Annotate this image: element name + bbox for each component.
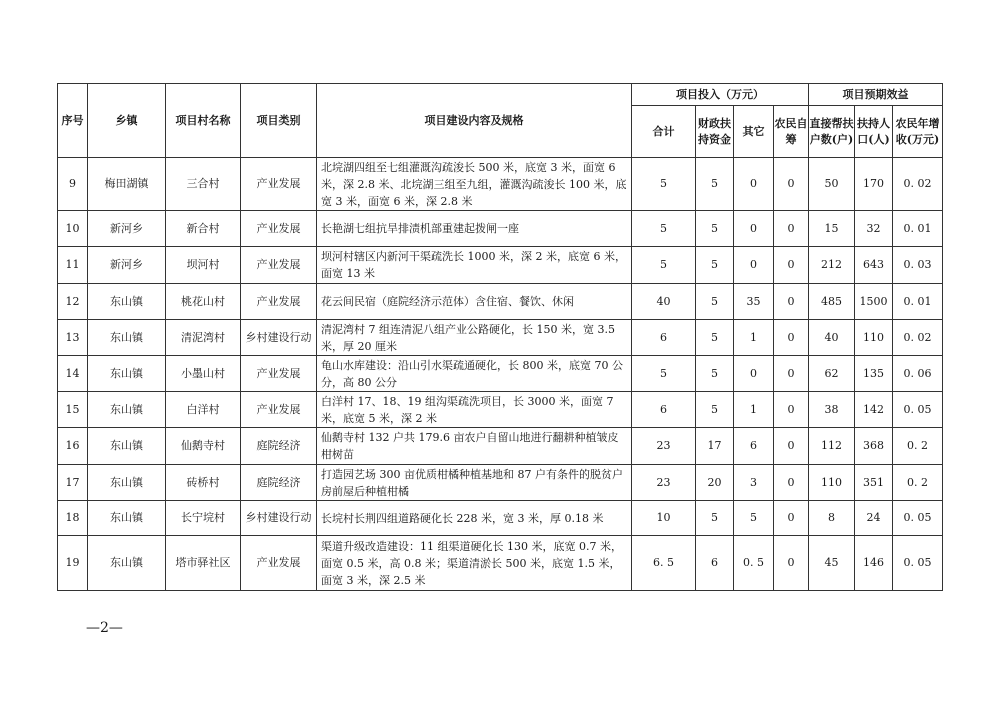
- header-fiscal: 财政扶持资金: [696, 106, 734, 158]
- cell-people: 368: [855, 428, 893, 465]
- cell-farmer: 0: [774, 284, 809, 320]
- cell-category: 产业发展: [241, 392, 317, 428]
- cell-village: 塔市驿社区: [166, 536, 241, 591]
- cell-households: 110: [809, 465, 855, 501]
- cell-fiscal: 5: [696, 247, 734, 284]
- table-row: [58, 158, 943, 211]
- table-row: [58, 392, 943, 428]
- cell-fiscal: 5: [696, 392, 734, 428]
- cell-households: 15: [809, 211, 855, 247]
- cell-category: 乡村建设行动: [241, 320, 317, 356]
- cell-other: 6: [734, 428, 774, 465]
- cell-households: 62: [809, 356, 855, 392]
- cell-township: 新河乡: [88, 211, 166, 247]
- table-row: [58, 320, 943, 356]
- cell-seq: 17: [58, 465, 88, 501]
- cell-households: 40: [809, 320, 855, 356]
- cell-households: 112: [809, 428, 855, 465]
- cell-other: 0. 5: [734, 536, 774, 591]
- cell-other: 1: [734, 320, 774, 356]
- cell-fiscal: 20: [696, 465, 734, 501]
- header-village: 项目村名称: [166, 84, 241, 158]
- cell-other: 1: [734, 392, 774, 428]
- table-row: [58, 536, 943, 591]
- header-total: 合计: [632, 106, 696, 158]
- cell-farmer: 0: [774, 536, 809, 591]
- cell-other: 35: [734, 284, 774, 320]
- table-row: [58, 247, 943, 284]
- cell-other: 0: [734, 247, 774, 284]
- cell-income: 0. 02: [893, 320, 943, 356]
- cell-total: 5: [632, 247, 696, 284]
- cell-households: 45: [809, 536, 855, 591]
- cell-other: 5: [734, 501, 774, 536]
- cell-village: 新合村: [166, 211, 241, 247]
- header-benefit: 项目预期效益: [809, 84, 943, 106]
- cell-income: 0. 2: [893, 465, 943, 501]
- cell-farmer: 0: [774, 211, 809, 247]
- cell-farmer: 0: [774, 501, 809, 536]
- cell-farmer: 0: [774, 356, 809, 392]
- cell-content: 龟山水库建设：沿山引水渠疏通硬化，长 800 米，底宽 70 公分，高 80 公分: [317, 356, 632, 392]
- cell-income: 0. 01: [893, 211, 943, 247]
- cell-people: 643: [855, 247, 893, 284]
- cell-content: 白洋村 17、18、19 组沟渠疏洗项目，长 3000 米，面宽 7 米，底宽 5 米，深 2 米: [317, 392, 632, 428]
- cell-total: 10: [632, 501, 696, 536]
- cell-fiscal: 5: [696, 211, 734, 247]
- cell-people: 170: [855, 158, 893, 211]
- table-row: [58, 211, 943, 247]
- header-people: 扶持人口(人): [855, 106, 893, 158]
- table-row: [58, 428, 943, 465]
- table-row: [58, 465, 943, 501]
- header-seq: 序号: [58, 84, 88, 158]
- cell-category: 产业发展: [241, 247, 317, 284]
- cell-income: 0. 05: [893, 536, 943, 591]
- table-body: [58, 158, 943, 591]
- cell-village: 砖桥村: [166, 465, 241, 501]
- cell-content: 坝河村辖区内新河干渠疏洗长 1000 米，深 2 米，底宽 6 米，面宽 13 米: [317, 247, 632, 284]
- cell-farmer: 0: [774, 247, 809, 284]
- cell-township: 东山镇: [88, 320, 166, 356]
- cell-farmer: 0: [774, 320, 809, 356]
- cell-village: 长宁垸村: [166, 501, 241, 536]
- cell-village: 桃花山村: [166, 284, 241, 320]
- cell-other: 3: [734, 465, 774, 501]
- cell-township: 东山镇: [88, 501, 166, 536]
- header-other: 其它: [734, 106, 774, 158]
- cell-category: 产业发展: [241, 211, 317, 247]
- cell-content: 清泥湾村 7 组连清泥八组产业公路硬化，长 150 米，宽 3.5 米，厚 20 厘米: [317, 320, 632, 356]
- cell-village: 三合村: [166, 158, 241, 211]
- cell-total: 6: [632, 320, 696, 356]
- cell-village: 白洋村: [166, 392, 241, 428]
- table-row: [58, 501, 943, 536]
- cell-township: 新河乡: [88, 247, 166, 284]
- cell-content: 渠道升级改造建设：11 组渠道硬化长 130 米，底宽 0.7 米，面宽 0.5 米，高 0.8 米；渠道清淤长 500 米，底宽 1.5 米，面宽 3 米，深 2.5 米: [317, 536, 632, 591]
- cell-people: 135: [855, 356, 893, 392]
- cell-total: 23: [632, 465, 696, 501]
- cell-category: 庭院经济: [241, 428, 317, 465]
- cell-content: 北垸湖四组至七组灌溉沟疏浚长 500 米，底宽 3 米，面宽 6 米，深 2.8 米、北垸湖三组至九组，灌溉沟疏浚长 100 米，底宽 3 米，面宽 6 米，深 2.8 米: [317, 158, 632, 211]
- cell-seq: 15: [58, 392, 88, 428]
- header-households: 直接帮扶户数(户): [809, 106, 855, 158]
- cell-content: 长垸村长荆四组道路硬化长 228 米，宽 3 米，厚 0.18 米: [317, 501, 632, 536]
- cell-income: 0. 05: [893, 392, 943, 428]
- project-table: [57, 83, 943, 591]
- cell-income: 0. 03: [893, 247, 943, 284]
- cell-category: 产业发展: [241, 356, 317, 392]
- cell-other: 0: [734, 356, 774, 392]
- cell-total: 6. 5: [632, 536, 696, 591]
- cell-seq: 11: [58, 247, 88, 284]
- table-row: [58, 284, 943, 320]
- cell-seq: 9: [58, 158, 88, 211]
- cell-category: 产业发展: [241, 284, 317, 320]
- cell-fiscal: 5: [696, 284, 734, 320]
- cell-category: 产业发展: [241, 158, 317, 211]
- cell-township: 东山镇: [88, 392, 166, 428]
- cell-township: 东山镇: [88, 536, 166, 591]
- cell-people: 142: [855, 392, 893, 428]
- cell-income: 0. 2: [893, 428, 943, 465]
- cell-seq: 14: [58, 356, 88, 392]
- cell-township: 东山镇: [88, 356, 166, 392]
- header-category: 项目类别: [241, 84, 317, 158]
- cell-total: 40: [632, 284, 696, 320]
- header-township: 乡镇: [88, 84, 166, 158]
- cell-seq: 19: [58, 536, 88, 591]
- cell-category: 庭院经济: [241, 465, 317, 501]
- cell-people: 110: [855, 320, 893, 356]
- cell-content: 仙鹅寺村 132 户共 179.6 亩农户自留山地进行翻耕种植皱皮柑树苗: [317, 428, 632, 465]
- cell-households: 50: [809, 158, 855, 211]
- cell-total: 5: [632, 211, 696, 247]
- cell-fiscal: 5: [696, 158, 734, 211]
- cell-seq: 18: [58, 501, 88, 536]
- cell-fiscal: 17: [696, 428, 734, 465]
- cell-income: 0. 02: [893, 158, 943, 211]
- cell-farmer: 0: [774, 392, 809, 428]
- header-investment: 项目投入（万元）: [632, 84, 809, 106]
- cell-total: 23: [632, 428, 696, 465]
- cell-fiscal: 5: [696, 501, 734, 536]
- cell-other: 0: [734, 158, 774, 211]
- cell-township: 东山镇: [88, 428, 166, 465]
- cell-total: 5: [632, 356, 696, 392]
- cell-seq: 16: [58, 428, 88, 465]
- cell-township: 东山镇: [88, 284, 166, 320]
- cell-farmer: 0: [774, 465, 809, 501]
- header-farmer: 农民自筹: [774, 106, 809, 158]
- cell-fiscal: 5: [696, 356, 734, 392]
- cell-category: 乡村建设行动: [241, 501, 317, 536]
- cell-people: 1500: [855, 284, 893, 320]
- cell-people: 146: [855, 536, 893, 591]
- cell-category: 产业发展: [241, 536, 317, 591]
- cell-income: 0. 01: [893, 284, 943, 320]
- header-income: 农民年增收(万元): [893, 106, 943, 158]
- cell-village: 小墨山村: [166, 356, 241, 392]
- cell-content: 花云间民宿（庭院经济示范体）含住宿、餐饮、休闲: [317, 284, 632, 320]
- cell-people: 24: [855, 501, 893, 536]
- cell-total: 6: [632, 392, 696, 428]
- page-number: —2—: [86, 620, 123, 636]
- cell-seq: 12: [58, 284, 88, 320]
- cell-village: 坝河村: [166, 247, 241, 284]
- cell-people: 32: [855, 211, 893, 247]
- cell-farmer: 0: [774, 428, 809, 465]
- cell-village: 清泥湾村: [166, 320, 241, 356]
- cell-seq: 13: [58, 320, 88, 356]
- cell-content: 长艳湖七组抗旱排渍机部重建起拨闸一座: [317, 211, 632, 247]
- cell-fiscal: 5: [696, 320, 734, 356]
- cell-households: 485: [809, 284, 855, 320]
- cell-households: 38: [809, 392, 855, 428]
- cell-farmer: 0: [774, 158, 809, 211]
- cell-township: 东山镇: [88, 465, 166, 501]
- cell-people: 351: [855, 465, 893, 501]
- cell-content: 打造园艺场 300 亩优质柑橘种植基地和 87 户有条件的脱贫户房前屋后种植柑橘: [317, 465, 632, 501]
- table-row: [58, 356, 943, 392]
- cell-township: 梅田湖镇: [88, 158, 166, 211]
- cell-total: 5: [632, 158, 696, 211]
- cell-households: 212: [809, 247, 855, 284]
- cell-income: 0. 05: [893, 501, 943, 536]
- cell-fiscal: 6: [696, 536, 734, 591]
- cell-village: 仙鹅寺村: [166, 428, 241, 465]
- cell-households: 8: [809, 501, 855, 536]
- cell-other: 0: [734, 211, 774, 247]
- cell-seq: 10: [58, 211, 88, 247]
- cell-income: 0. 06: [893, 356, 943, 392]
- header-content: 项目建设内容及规格: [317, 84, 632, 158]
